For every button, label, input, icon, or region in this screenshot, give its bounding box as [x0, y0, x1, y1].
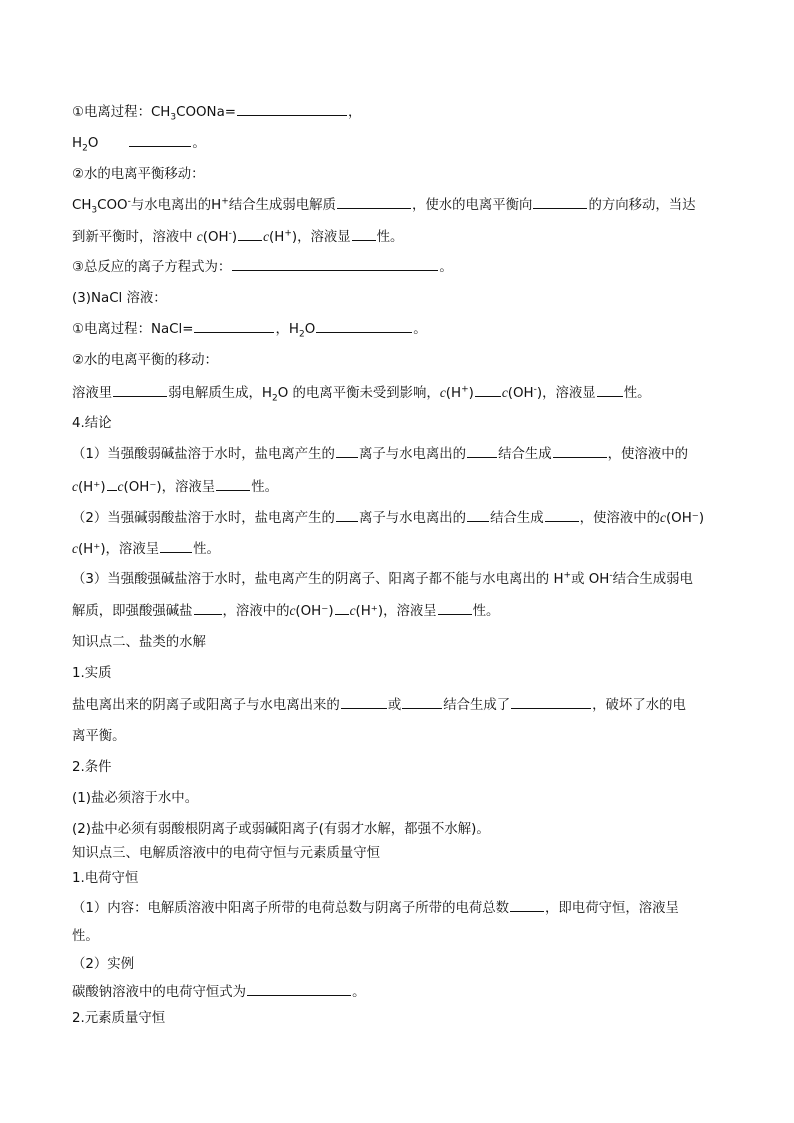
- example-line: 碳酸钠溶液中的电荷守恒式为 。: [72, 985, 366, 1000]
- conclusion-3-result: 解质，即强酸强碱盐 ，溶液中的c(OH⁻) c(H⁺)，溶液呈 性。: [72, 603, 500, 619]
- answer-blank[interactable]: [533, 197, 587, 209]
- answer-blank[interactable]: [194, 603, 222, 615]
- answer-blank[interactable]: [238, 229, 262, 241]
- ionization-h2o-line: $H_2O$ 。: [72, 136, 206, 154]
- answer-blank[interactable]: [237, 104, 347, 116]
- condition-1: (1)盐必须溶于水中。: [72, 791, 199, 806]
- answer-blank[interactable]: [336, 446, 358, 458]
- element-mass-conservation-heading: 2.元素质量守恒: [72, 1011, 166, 1026]
- answer-blank[interactable]: [160, 541, 192, 553]
- answer-blank[interactable]: [438, 603, 472, 615]
- answer-blank[interactable]: [337, 197, 411, 209]
- nacl-equilibrium-heading: ②水的电离平衡的移动：: [72, 353, 218, 368]
- essence-line: 盐电离出来的阴离子或阳离子与水电离出来的 或 结合生成了 ，破坏了水的电: [72, 698, 686, 713]
- answer-blank[interactable]: [107, 479, 117, 491]
- answer-blank[interactable]: [336, 510, 358, 522]
- answer-blank[interactable]: [553, 446, 607, 458]
- answer-blank[interactable]: [402, 697, 442, 709]
- answer-blank[interactable]: [510, 900, 544, 912]
- answer-blank[interactable]: [232, 259, 438, 271]
- new-equilibrium-line: 到新平衡时，溶液中 c(OH-) c(H+)，溶液显 性。: [72, 228, 404, 245]
- condition-2: (2)盐中必须有弱酸根阴离子或弱碱阳离子(有弱才水解，都强不水解)。: [72, 822, 490, 837]
- answer-blank[interactable]: [316, 321, 412, 333]
- answer-blank[interactable]: [352, 229, 376, 241]
- answer-blank[interactable]: [335, 603, 349, 615]
- nacl-ionization-line: ①电离过程：NaCl= ，$H_2O$ 。: [72, 322, 427, 340]
- conclusion-heading: 4.结论: [72, 416, 112, 431]
- nacl-heading: (3)NaCl 溶液：: [72, 291, 167, 306]
- conclusion-2-result: c(H⁺)，溶液呈 性。: [72, 541, 220, 557]
- essence-line-2: 离平衡。: [72, 729, 126, 744]
- answer-blank[interactable]: [113, 385, 167, 397]
- water-equilibrium-heading: ②水的电离平衡移动：: [72, 167, 205, 182]
- essence-heading: 1.实质: [72, 666, 112, 681]
- section-3-heading: 知识点三、电解质溶液中的电荷守恒与元素质量守恒: [72, 846, 380, 861]
- charge-conservation-content: （1）内容：电解质溶液中阳离子所带的电荷总数与阴离子所带的电荷总数 ，即电荷守恒，溶液呈: [72, 901, 679, 916]
- total-reaction-line: ③总反应的离子方程式为： 。: [72, 260, 453, 275]
- answer-blank[interactable]: [129, 135, 191, 147]
- answer-blank[interactable]: [247, 984, 351, 996]
- answer-blank[interactable]: [467, 510, 489, 522]
- conditions-heading: 2.条件: [72, 760, 112, 775]
- charge-conservation-content-2: 性。: [72, 929, 99, 944]
- answer-blank[interactable]: [216, 479, 250, 491]
- conclusion-1-line: （1）当强酸弱碱盐溶于水时，盐电离产生的 离子与水电离出的 结合生成 ，使溶液中的: [72, 447, 688, 462]
- answer-blank[interactable]: [194, 321, 274, 333]
- section-2-heading: 知识点二、盐类的水解: [72, 635, 206, 650]
- example-heading: （2）实例: [72, 957, 135, 972]
- acetate-combination-line: $CH_3COO^-$与水电离出的H+结合生成弱电解质 ，使水的电离平衡向 的方向移动，当达: [72, 196, 696, 216]
- charge-conservation-heading: 1.电荷守恒: [72, 871, 139, 886]
- conclusion-2-line: （2）当强碱弱酸盐溶于水时，盐电离产生的 离子与水电离出的 结合生成 ，使溶液中的c(OH⁻): [72, 510, 705, 526]
- nacl-equilibrium-line: 溶液里 弱电解质生成，$H_2O$ 的电离平衡未受到影响，c(H+) c(OH-)，溶液显 性。: [72, 384, 651, 404]
- answer-blank[interactable]: [341, 697, 387, 709]
- conclusion-1-result: c(H⁺) c(OH⁻)，溶液呈 性。: [72, 479, 278, 495]
- answer-blank[interactable]: [467, 446, 497, 458]
- answer-blank[interactable]: [475, 385, 501, 397]
- answer-blank[interactable]: [545, 510, 579, 522]
- answer-blank[interactable]: [511, 697, 591, 709]
- conclusion-3-line: （3）当强酸强碱盐溶于水时，盐电离产生的阴离子、阳离子都不能与水电离出的 H+或 OH-结合生成弱电: [72, 570, 693, 587]
- ionization-ch3coona-line: ①电离过程：$CH_3COONa=$ ，: [72, 105, 362, 123]
- answer-blank[interactable]: [597, 385, 623, 397]
